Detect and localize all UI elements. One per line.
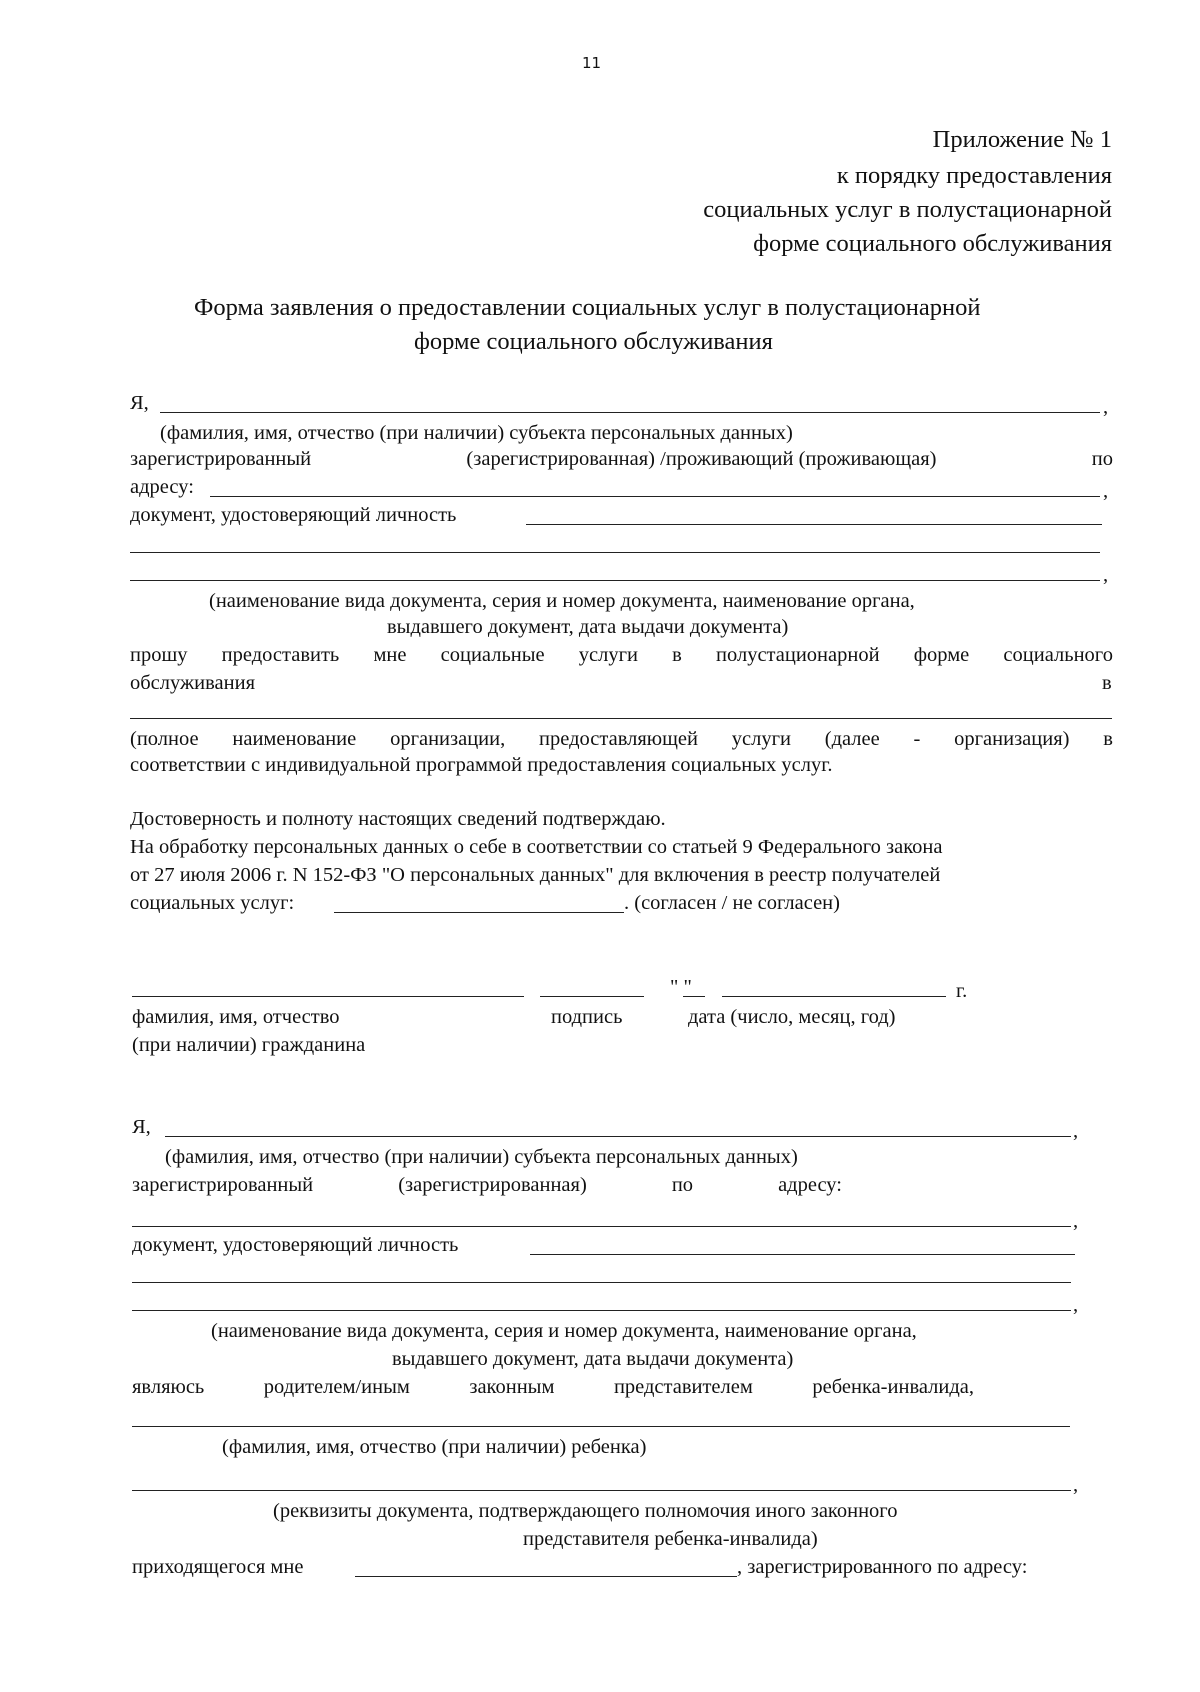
- request-line: [130, 642, 1113, 668]
- child-caption: (фамилия, имя, отчество (при наличии) ребенка): [222, 1436, 647, 1458]
- org-word: -: [913, 728, 921, 750]
- request-word: услуги: [578, 644, 639, 666]
- request-word: социального: [1003, 644, 1113, 666]
- reg-word: зарегистрированный: [130, 448, 312, 470]
- doc-field-line-3[interactable]: [130, 580, 1100, 581]
- doc-field-line-3[interactable]: [132, 1310, 1071, 1311]
- doc-field-line-2[interactable]: [130, 552, 1100, 553]
- comma: ,: [1103, 396, 1109, 418]
- appendix-title: Приложение № 1: [932, 126, 1112, 153]
- fio-caption: (фамилия, имя, отчество (при наличии) субъекта персональных данных): [160, 422, 793, 444]
- child-fio-field-line[interactable]: [132, 1426, 1070, 1427]
- address-label: адресу:: [130, 476, 194, 498]
- org-word: (далее: [824, 728, 880, 750]
- page-number: 11: [582, 54, 602, 72]
- org-word: наименование: [232, 728, 357, 750]
- doc-caption: (наименование вида документа, серия и номер документа, наименование органа,: [211, 1320, 917, 1342]
- request-word: полустационарной: [716, 644, 880, 666]
- reg-word: зарегистрированный: [132, 1174, 314, 1196]
- address-field-line[interactable]: [132, 1226, 1071, 1227]
- registered-line: [132, 1172, 842, 1198]
- doc-caption: (наименование вида документа, серия и номер документа, наименование органа,: [209, 590, 915, 612]
- consent-text: На обработку персональных данных о себе в соответствии со статьей 9 Федерального закона: [130, 836, 943, 858]
- ya-label: Я,: [132, 1116, 151, 1138]
- org-caption: [130, 726, 1113, 752]
- sign-fio-caption: (при наличии) гражданина: [132, 1034, 366, 1056]
- year-suffix: г.: [956, 980, 968, 1002]
- org-word: услуги: [731, 728, 791, 750]
- doc-label: документ, удостоверяющий личность: [130, 504, 457, 526]
- doc-field-line-2[interactable]: [132, 1282, 1071, 1283]
- org-caption-2: соответствии с индивидуальной программой предоставления социальных услуг.: [130, 754, 833, 776]
- form-title-line: форме социального обслуживания: [414, 328, 773, 355]
- org-field-line[interactable]: [130, 718, 1112, 719]
- comma: ,: [1073, 1120, 1079, 1142]
- reg-word: по: [671, 1174, 694, 1196]
- address-field-line[interactable]: [210, 496, 1100, 497]
- consent-text: от 27 июля 2006 г. N 152-ФЗ "О персональных данных" для включения в реестр получателей: [130, 864, 941, 886]
- fio-field-line[interactable]: [160, 412, 1100, 413]
- org-word: в: [1103, 728, 1113, 750]
- reg-word: (зарегистрированная) /проживающий (проживающая): [466, 448, 937, 470]
- consent-label: социальных услуг:: [130, 892, 295, 914]
- org-word: организации,: [390, 728, 506, 750]
- org-word: предоставляющей: [539, 728, 698, 750]
- doc-field-line[interactable]: [530, 1254, 1075, 1255]
- parent-word: родителем/иным: [263, 1376, 410, 1398]
- request-line-2: обслуживания: [130, 672, 256, 694]
- appendix-line: форме социального обслуживания: [753, 230, 1112, 257]
- relative-label: приходящегося мне: [132, 1556, 304, 1578]
- request-word: предоставить: [221, 644, 340, 666]
- comma: ,: [1073, 1210, 1079, 1232]
- rep-doc-field-line[interactable]: [132, 1490, 1071, 1491]
- sign-fio-line[interactable]: [132, 996, 524, 997]
- comma: ,: [1103, 480, 1109, 502]
- doc-field-line[interactable]: [526, 524, 1102, 525]
- request-in: в: [1102, 672, 1112, 694]
- org-word: (полное: [130, 728, 199, 750]
- appendix-line: социальных услуг в полустационарной: [703, 196, 1112, 223]
- sign-fio-caption: фамилия, имя, отчество: [132, 1006, 340, 1028]
- org-word: организация): [954, 728, 1070, 750]
- relative-field-line[interactable]: [355, 1576, 737, 1577]
- doc-caption: выдавшего документ, дата выдачи документа): [387, 616, 789, 638]
- date-caption: дата (число, месяц, год): [688, 1006, 896, 1028]
- request-word: форме: [913, 644, 970, 666]
- relative-tail: , зарегистрированного по адресу:: [737, 1556, 1028, 1578]
- reg-word: (зарегистрированная): [398, 1174, 587, 1196]
- fio-field-line[interactable]: [165, 1136, 1071, 1137]
- parent-word: являюсь: [132, 1376, 205, 1398]
- date-quotes: " ": [670, 976, 692, 998]
- request-word: прошу: [130, 644, 188, 666]
- request-word: социальные: [440, 644, 545, 666]
- signature-caption: подпись: [551, 1006, 623, 1028]
- request-word: мне: [373, 644, 407, 666]
- parent-word: ребенка-инвалида,: [812, 1376, 974, 1398]
- form-title-line: Форма заявления о предоставлении социальных услуг в полустационарной: [194, 294, 981, 321]
- day-field-line[interactable]: [683, 996, 705, 997]
- ya-label: Я,: [130, 392, 149, 414]
- appendix-line: к порядку предоставления: [836, 162, 1112, 189]
- doc-caption: выдавшего документ, дата выдачи документа): [392, 1348, 794, 1370]
- reg-word: адресу:: [778, 1174, 842, 1196]
- parent-word: представителем: [613, 1376, 753, 1398]
- comma: ,: [1073, 1294, 1079, 1316]
- rep-caption: (реквизиты документа, подтверждающего полномочия иного законного: [273, 1500, 898, 1522]
- reg-word: по: [1091, 448, 1113, 470]
- comma: ,: [1103, 564, 1109, 586]
- comma: ,: [1073, 1474, 1079, 1496]
- registered-line: [130, 446, 1113, 472]
- confirm-text: Достоверность и полноту настоящих сведений подтверждаю.: [130, 808, 666, 830]
- parent-line: [132, 1374, 974, 1400]
- request-word: в: [672, 644, 682, 666]
- month-field-line[interactable]: [722, 996, 946, 997]
- consent-options: . (согласен / не согласен): [624, 892, 840, 914]
- consent-field-line[interactable]: [334, 912, 624, 913]
- rep-caption: представителя ребенка-инвалида): [523, 1528, 818, 1550]
- fio-caption: (фамилия, имя, отчество (при наличии) субъекта персональных данных): [165, 1146, 798, 1168]
- signature-line[interactable]: [540, 996, 644, 997]
- doc-label: документ, удостоверяющий личность: [132, 1234, 459, 1256]
- parent-word: законным: [469, 1376, 555, 1398]
